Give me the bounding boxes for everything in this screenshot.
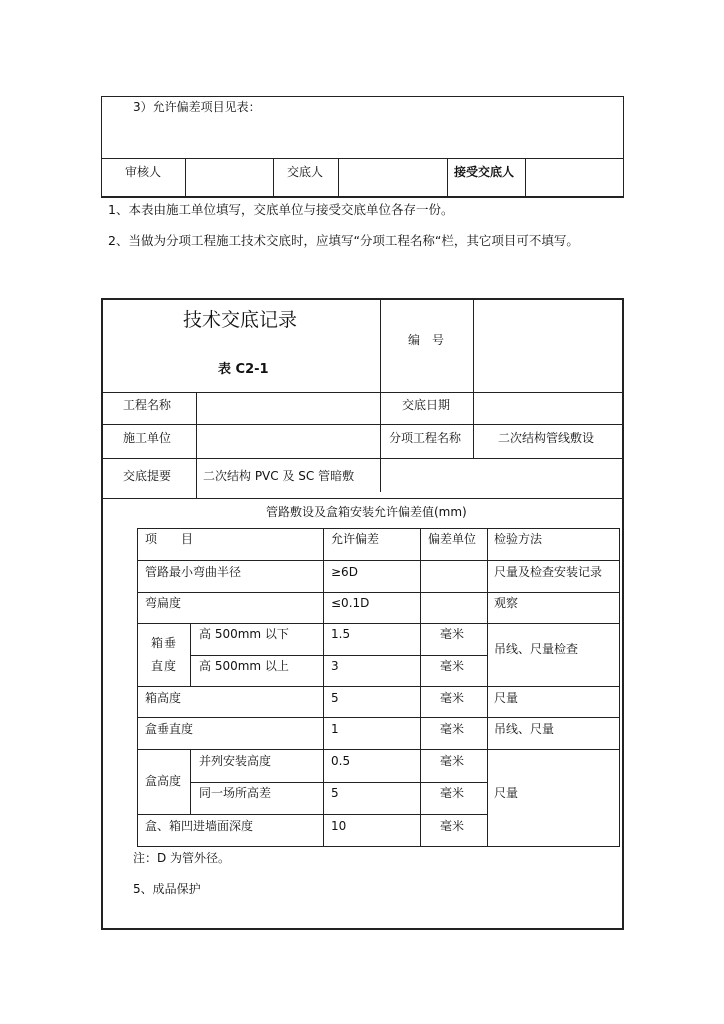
disclosure-date-label: 交底日期 xyxy=(402,398,451,412)
row1-tolerance: ≥6D xyxy=(331,565,358,579)
discloser-label: 交底人 xyxy=(287,165,324,179)
col-header-tolerance: 允许偏差 xyxy=(331,532,380,546)
row6b-tolerance: 5 xyxy=(331,786,339,800)
row5-tolerance: 1 xyxy=(331,722,339,736)
section-5-heading: 5、成品保护 xyxy=(133,882,201,896)
row6b-unit: 毫米 xyxy=(440,786,465,800)
row3-group-label: 箱垂直度 xyxy=(150,636,177,673)
row6a-unit: 毫米 xyxy=(440,754,465,768)
note-2: 2、当做为分项工程施工技术交底时，应填写“分项工程名称“栏，其它项目可不填写。 xyxy=(108,233,579,248)
row2-tolerance: ≤0.1D xyxy=(331,596,370,610)
row6a-item: 并列安装高度 xyxy=(199,754,272,768)
col-header-unit: 偏差单位 xyxy=(428,532,477,546)
row7-tolerance: 10 xyxy=(331,819,347,833)
row2-item: 弯扁度 xyxy=(145,596,182,610)
row5-unit: 毫米 xyxy=(440,722,465,736)
footnote: 注：D 为管外径。 xyxy=(133,851,231,865)
row3a-tolerance: 1.5 xyxy=(331,627,351,641)
col-header-item: 项 目 xyxy=(145,532,194,546)
row3b-item: 高 500mm 以上 xyxy=(199,659,289,673)
reviewer-label: 审核人 xyxy=(125,165,162,179)
row4-method: 尺量 xyxy=(494,691,519,705)
row3-method: 吊线、尺量检查 xyxy=(494,642,579,656)
row67-method: 尺量 xyxy=(494,786,519,800)
row1-item: 管路最小弯曲半径 xyxy=(145,565,242,579)
sub-project-value: 二次结构管线敷设 xyxy=(498,431,595,445)
row3-group xyxy=(138,624,190,686)
row6-group-label: 盒高度 xyxy=(145,774,182,788)
row2-method: 观察 xyxy=(494,596,519,610)
summary-value: 二次结构 PVC 及 SC 管暗敷 xyxy=(203,469,355,483)
row4-item: 箱高度 xyxy=(145,691,182,705)
allowed-deviation-intro: 3）允许偏差项目见表： xyxy=(133,100,261,114)
row5-method: 吊线、尺量 xyxy=(494,722,555,736)
summary-label: 交底提要 xyxy=(123,469,172,483)
row7-unit: 毫米 xyxy=(440,819,465,833)
row4-unit: 毫米 xyxy=(440,691,465,705)
note-1: 1、本表由施工单位填写，交底单位与接受交底单位各存一份。 xyxy=(108,202,454,217)
record-title: 技术交底记录 xyxy=(183,309,298,331)
form-number: 表 C2-1 xyxy=(218,362,269,377)
row3b-tolerance: 3 xyxy=(331,659,339,673)
project-name-label: 工程名称 xyxy=(123,398,172,412)
col-header-method: 检验方法 xyxy=(494,532,543,546)
sub-project-label: 分项工程名称 xyxy=(389,431,462,445)
row6b-item: 同一场所高差 xyxy=(199,786,272,800)
row5-item: 盒垂直度 xyxy=(145,722,194,736)
construction-unit-label: 施工单位 xyxy=(123,431,172,445)
row3b-unit: 毫米 xyxy=(440,659,465,673)
receiver-label: 接受交底人 xyxy=(454,165,515,179)
row4-tolerance: 5 xyxy=(331,691,339,705)
number-label: 编 号 xyxy=(408,333,445,347)
row3a-item: 高 500mm 以下 xyxy=(199,627,289,641)
row7-item: 盒、箱凹进墙面深度 xyxy=(145,819,254,833)
row3a-unit: 毫米 xyxy=(440,627,465,641)
tolerance-title: 管路敷设及盒箱安装允许偏差值(mm) xyxy=(266,505,467,519)
row1-method: 尺量及检查安装记录 xyxy=(494,565,603,579)
row6a-tolerance: 0.5 xyxy=(331,754,351,768)
